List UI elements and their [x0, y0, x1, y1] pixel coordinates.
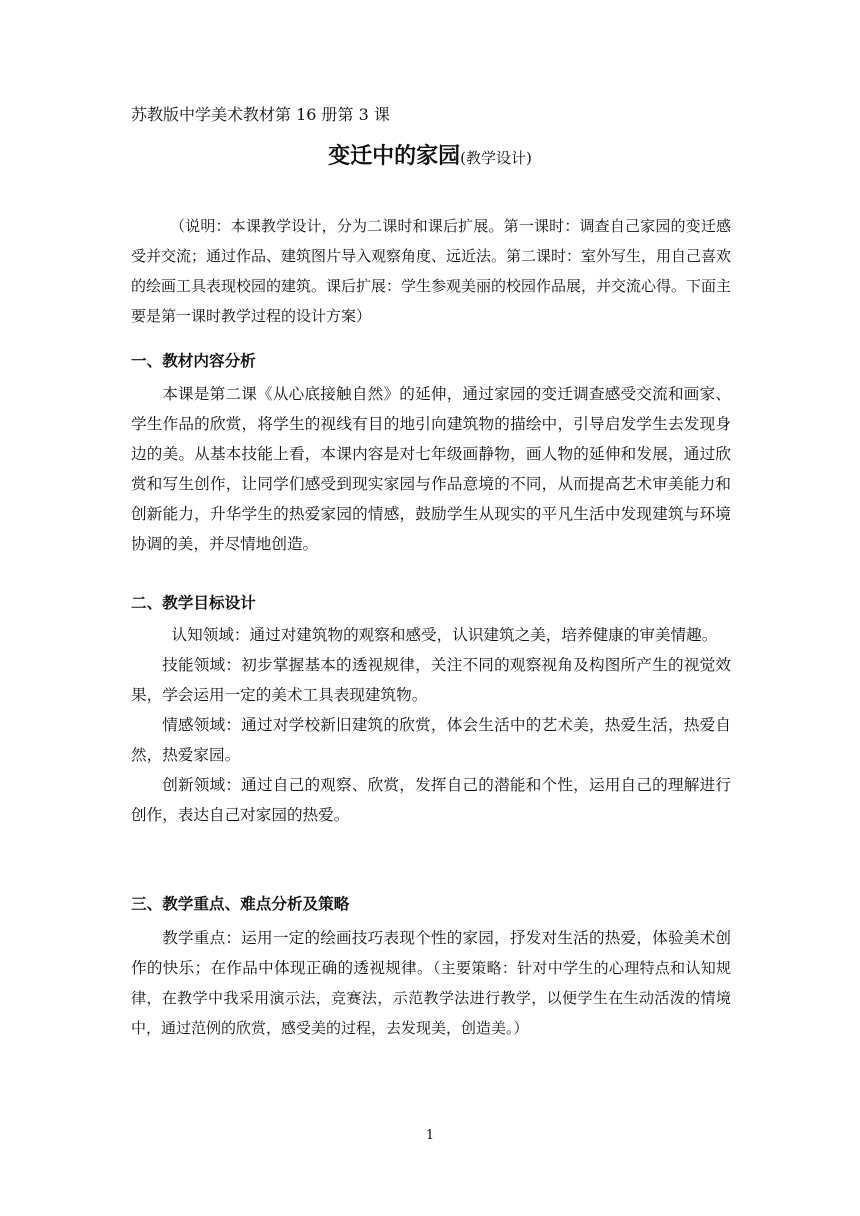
document-title — [0, 139, 860, 170]
paragraph-key-point — [131, 923, 731, 1043]
page-number: 1 — [425, 1128, 435, 1143]
title-main: 变迁中的家园 — [328, 144, 461, 169]
paragraph: 本课是第二课《从心底接触自然》的延伸，通过家园的变迁调查感受交流和画家、学生作品的欣赏，将学生的视线有目的地引向建筑物的描绘中，引导启发学生去发现身边的美。从基本技能上看，本课内容是对七年级画静物，画人物的延伸和发展，通过欣赏和写生创作，让同学们感受到现实家园与作品意境的不同，从而提高艺术审美能力和创新能力，升华学生的热爱家园的情感，鼓励学生从现实的平凡生活中发现建筑与环境协调的美，并尽情地创造。 — [131, 385, 731, 553]
section-body-objectives — [131, 620, 731, 830]
section-heading-content-analysis: 一、教材内容分析 — [131, 352, 256, 370]
paragraph-innovation: 创新领域：通过自己的观察、欣赏，发挥自己的潜能和个性，运用自己的理解进行创作，表达自己对家园的热爱。 — [131, 776, 731, 824]
key-point-text: 教学重点：运用一定的绘画技巧表现个性的家园，抒发对生活的热爱，体验美术创作的快乐；在作品中体现正确的透视规律。 — [131, 929, 731, 977]
section-heading-key-points: 三、教学重点、难点分析及策略 — [131, 895, 350, 913]
paragraph-skills: 技能领域：初步掌握基本的透视规律，关注不同的观察视角及构图所产生的视觉效果，学会运用一定的美术工具表现建筑物。 — [131, 656, 731, 704]
title-subtitle: (教学设计) — [460, 149, 532, 167]
intro-note-text: （说明：本课教学设计，分为二课时和课后扩展。第一课时：调查自己家园的变迁感受并交流；通过作品、建筑图片导入观察角度、远近法。第二课时：室外写生，用自己喜欢的绘画工具表现校园的建筑。课后扩展：学生参观美丽的校园作品展，并交流心得。下面主要是第一课时教学过程的设计方案） — [131, 217, 732, 325]
course-info-line: 苏教版中学美术教材第 16 册第 3 课 — [131, 105, 390, 124]
section-body-content-analysis — [131, 379, 731, 559]
paragraph-emotion: 情感领域：通过对学校新旧建筑的欣赏，体会生活中的艺术美，热爱生活，热爱自然，热爱家园。 — [131, 716, 731, 764]
intro-note — [131, 211, 731, 331]
section-body-key-points — [131, 923, 731, 1043]
paragraph-cognitive: 认知领域：通过对建筑物的观察和感受，认识建筑之美，培养健康的审美情趣。 — [171, 626, 718, 644]
section-heading-objectives: 二、教学目标设计 — [131, 594, 256, 612]
strategy-note: （主要策略：针对中学生的心理特点和认知规律，在教学中我采用演示法，竞赛法，示范教学法进行教学，以便学生在生动活泼的情境中，通过范例的欣赏，感受美的过程，去发现美，创造美。） — [131, 959, 731, 1037]
